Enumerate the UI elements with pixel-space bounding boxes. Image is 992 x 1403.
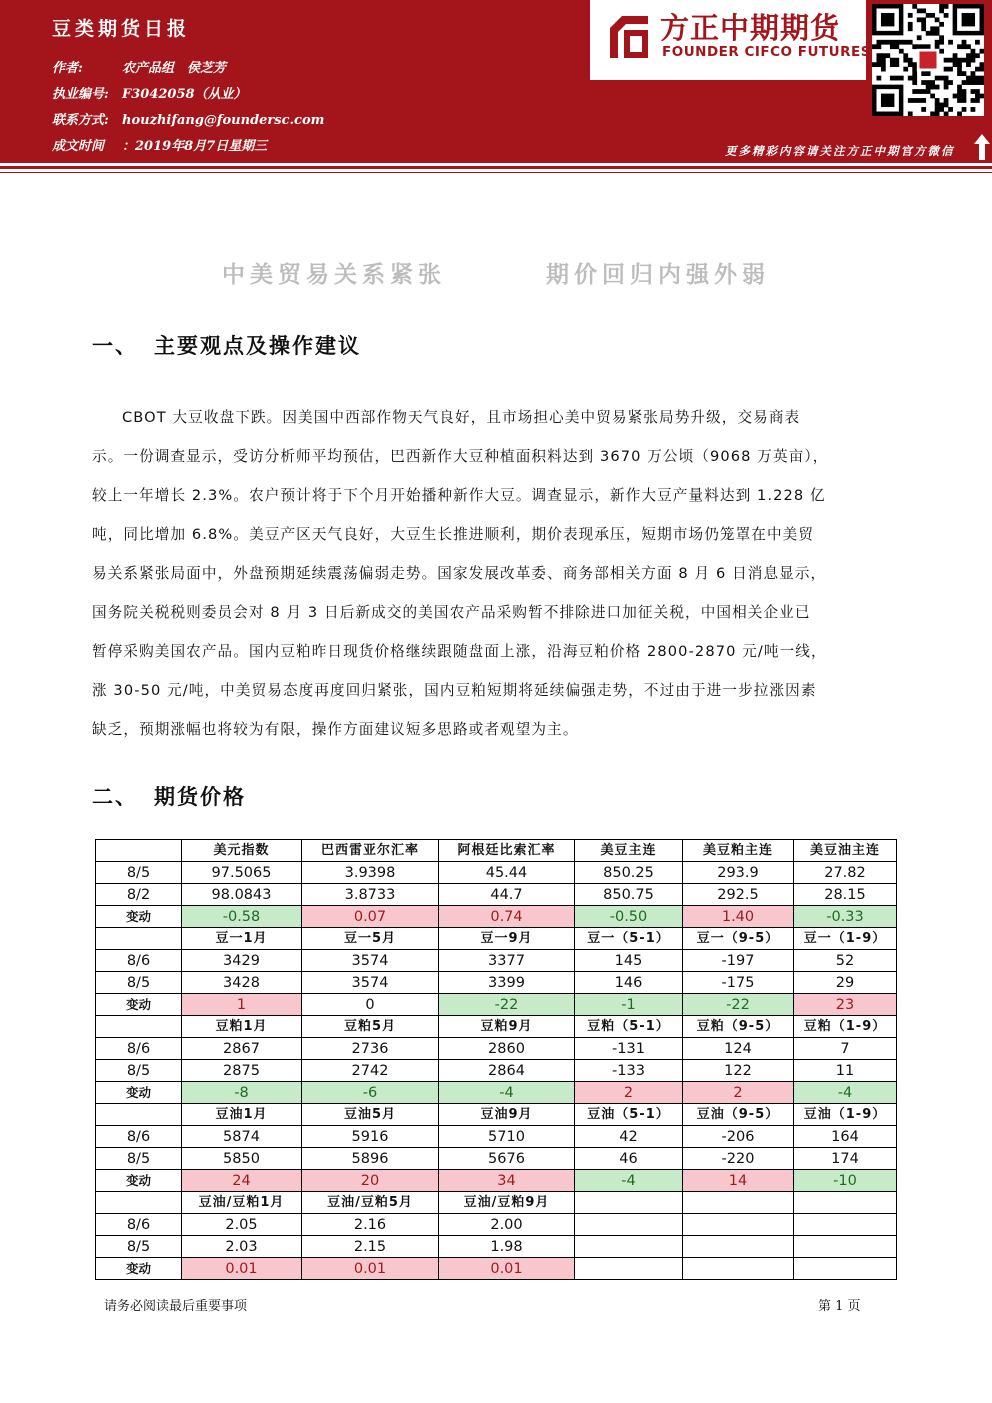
column-header: 豆一1月 [182,928,302,950]
table-row [96,1060,897,1082]
table-cell: 46 [575,1148,683,1170]
column-header: 阿根廷比索汇率 [439,840,575,862]
table-cell: 24 [182,1170,302,1192]
table-cell: 97.5065 [182,862,302,884]
contact-line [52,109,324,128]
table-cell: 2875 [182,1060,302,1082]
table-cell: 11 [794,1060,897,1082]
table-row [96,1236,897,1258]
table-cell [575,1236,683,1258]
table-cell: 1.40 [683,906,794,928]
column-header: 豆油/豆粕1月 [182,1192,302,1214]
table-cell: 5710 [439,1126,575,1148]
table-row [96,1148,897,1170]
paragraph-line: CBOT 大豆收盘下跌。因美国中西部作物天气良好，且市场担心美中贸易紧张局势升级，交易商表 [122,409,801,426]
table-cell: -175 [683,972,794,994]
column-header: 豆粕1月 [182,1016,302,1038]
table-cell: -6 [302,1082,439,1104]
table-cell: 28.15 [794,884,897,906]
table-cell: 29 [794,972,897,994]
logo-chinese-name: 方正中期期货 [660,11,841,45]
table-cell: 44.7 [439,884,575,906]
table-cell: 52 [794,950,897,972]
table-row [96,950,897,972]
table-cell: 3574 [302,950,439,972]
table-cell: -220 [683,1148,794,1170]
table-cell: 0.74 [439,906,575,928]
column-header: 豆粕9月 [439,1016,575,1038]
table-cell: -4 [439,1082,575,1104]
row-label: 变动 [96,1082,182,1104]
column-header: 巴西雷亚尔汇率 [302,840,439,862]
row-label: 8/6 [96,1038,182,1060]
column-header: 豆油（5-1） [575,1104,683,1126]
table-cell: 850.25 [575,862,683,884]
author-label: 作者: [52,61,83,76]
table-cell: 146 [575,972,683,994]
table-cell: 2 [683,1082,794,1104]
table-cell: -197 [683,950,794,972]
column-header [575,1192,683,1214]
author-value: 农产品组 侯芝芳 [122,61,227,76]
table-cell [794,1258,897,1280]
header-divider [0,166,992,169]
table-cell: -10 [794,1170,897,1192]
contact-value[interactable]: houzhifang@foundersc.com [122,113,325,128]
table-cell: 45.44 [439,862,575,884]
paragraph-line: 国务院关税税则委员会对 8 月 3 日后新成交的美国农产品采购暂不排除进口加征关税，中国相关企业已 [92,604,811,621]
table-cell: 174 [794,1148,897,1170]
table-change-row [96,906,897,928]
table-cell: 0.01 [182,1258,302,1280]
table-cell: 0 [302,994,439,1016]
row-label: 8/6 [96,1126,182,1148]
table-cell: 0.01 [302,1258,439,1280]
table-change-row [96,1170,897,1192]
header-divider-thin [0,172,992,173]
row-label: 变动 [96,994,182,1016]
license-label: 执业编号: [52,87,109,102]
title-part-2: 期价回归内强外弱 [546,261,770,288]
row-label: 变动 [96,1170,182,1192]
section-1-paragraph [92,398,888,749]
table-cell: 3429 [182,950,302,972]
table-row [96,1038,897,1060]
table-row [96,884,897,906]
table-cell: 14 [683,1170,794,1192]
table-cell: 3.8733 [302,884,439,906]
table-cell: -22 [683,994,794,1016]
table-cell: 164 [794,1126,897,1148]
column-header: 美豆粕主连 [683,840,794,862]
table-cell: 23 [794,994,897,1016]
column-header: 豆一9月 [439,928,575,950]
column-header: 美豆油主连 [794,840,897,862]
report-header [0,0,992,163]
document-title [0,256,992,289]
row-label: 变动 [96,1258,182,1280]
column-header: 豆粕（9-5） [683,1016,794,1038]
table-cell: 2.15 [302,1236,439,1258]
table-cell: -0.33 [794,906,897,928]
table-cell: -133 [575,1060,683,1082]
table-header-row [96,1104,897,1126]
table-cell: 5916 [302,1126,439,1148]
section-2-heading [92,781,246,811]
table-change-row [96,1258,897,1280]
column-header: 美豆主连 [575,840,683,862]
column-header: 豆一5月 [302,928,439,950]
table-change-row [96,994,897,1016]
paragraph-line: 吨，同比增加 6.8%。美豆产区天气良好，大豆生长推进顺利，期价表现承压，短期市场仍笼罩在中美贸 [92,526,815,543]
up-arrow-icon [974,134,990,160]
table-cell: 3377 [439,950,575,972]
table-cell: 20 [302,1170,439,1192]
row-label: 8/5 [96,862,182,884]
license-line [52,83,247,102]
paragraph-line: 缺乏，预期涨幅也将较为有限，操作方面建议短多思路或者观望为主。 [92,721,579,738]
column-header: 豆油（1-9） [794,1104,897,1126]
table-cell: 2.16 [302,1214,439,1236]
table-cell: 1.98 [439,1236,575,1258]
row-label: 8/5 [96,1236,182,1258]
paragraph-line: 较上一年增长 2.3%。农户预计将于下个月开始播种新作大豆。调查显示，新作大豆产量料达到 1.228 亿 [92,487,826,504]
founder-logo-icon [606,14,650,60]
table-cell: -131 [575,1038,683,1060]
table-cell: 27.82 [794,862,897,884]
table-cell: 850.75 [575,884,683,906]
table-cell: 2.00 [439,1214,575,1236]
paragraph-line: 易关系紧张局面中，外盘预期延续震荡偏弱走势。国家发展改革委、商务部相关方面 8 月 6 日消息显示， [92,565,827,582]
column-header [96,1104,182,1126]
column-header: 豆一（9-5） [683,928,794,950]
table-cell: 292.5 [683,884,794,906]
table-cell: 5896 [302,1148,439,1170]
row-label: 8/5 [96,972,182,994]
table-cell: 2.05 [182,1214,302,1236]
table-cell: -4 [575,1170,683,1192]
table-cell: 122 [683,1060,794,1082]
table-cell: -0.50 [575,906,683,928]
column-header: 豆油5月 [302,1104,439,1126]
author-line [52,57,226,76]
table-row [96,1214,897,1236]
wechat-notice: 更多精彩内容请关注方正中期官方微信 [725,144,955,158]
table-cell: 2867 [182,1038,302,1060]
column-header: 豆油9月 [439,1104,575,1126]
row-label: 8/6 [96,950,182,972]
column-header [683,1192,794,1214]
report-title: 豆类期货日报 [52,18,191,40]
column-header: 美元指数 [182,840,302,862]
column-header: 豆粕5月 [302,1016,439,1038]
date-line [52,135,267,154]
section-1-number: 一、 [92,333,138,358]
table-cell: -4 [794,1082,897,1104]
column-header: 豆粕（1-9） [794,1016,897,1038]
footer-disclaimer: 请务必阅读最后重要事项 [104,1299,248,1314]
table-row [96,1126,897,1148]
table-row [96,862,897,884]
table-cell: 1 [182,994,302,1016]
table-header-row [96,840,897,862]
license-value: F3042058（从业） [122,87,247,102]
row-label: 8/2 [96,884,182,906]
table-header-row [96,928,897,950]
table-cell: 2736 [302,1038,439,1060]
column-header: 豆油（9-5） [683,1104,794,1126]
table-cell: 0.07 [302,906,439,928]
column-header: 豆粕（5-1） [575,1016,683,1038]
section-2-title: 期货价格 [154,784,246,809]
page-number: 第 1 页 [818,1299,861,1314]
column-header [794,1192,897,1214]
column-header: 豆油/豆粕9月 [439,1192,575,1214]
table-row [96,972,897,994]
table-cell [683,1258,794,1280]
table-cell: 2.03 [182,1236,302,1258]
table-cell: -206 [683,1126,794,1148]
column-header [96,1192,182,1214]
company-logo [590,0,871,80]
table-cell: 5874 [182,1126,302,1148]
table-header-row [96,1192,897,1214]
column-header: 豆一（5-1） [575,928,683,950]
table-cell [683,1236,794,1258]
table-cell: 293.9 [683,862,794,884]
table-change-row [96,1082,897,1104]
column-header [96,840,182,862]
title-part-1: 中美贸易关系紧张 [222,261,446,288]
row-label: 变动 [96,906,182,928]
table-cell: -0.58 [182,906,302,928]
table-cell: 3399 [439,972,575,994]
qr-code-icon [872,4,984,116]
section-2-number: 二、 [92,784,138,809]
column-header: 豆油/豆粕5月 [302,1192,439,1214]
table-cell: 3428 [182,972,302,994]
table-cell: 5676 [439,1148,575,1170]
table-cell: 34 [439,1170,575,1192]
column-header [96,1016,182,1038]
table-cell [794,1236,897,1258]
table-cell: 2742 [302,1060,439,1082]
table-cell: 98.0843 [182,884,302,906]
logo-english-name: FOUNDER CIFCO FUTURES [662,44,871,60]
contact-label: 联系方式: [52,113,109,128]
table-cell: 2860 [439,1038,575,1060]
column-header: 豆一（1-9） [794,928,897,950]
date-label: 成文时间 [52,139,105,154]
row-label: 8/5 [96,1148,182,1170]
table-header-row [96,1016,897,1038]
table-cell: 7 [794,1038,897,1060]
table-cell: 3574 [302,972,439,994]
column-header: 豆油1月 [182,1104,302,1126]
table-cell: 3.9398 [302,862,439,884]
table-cell: -8 [182,1082,302,1104]
wechat-qr-code [872,4,984,116]
table-cell: 145 [575,950,683,972]
column-header [96,928,182,950]
table-cell: 0.01 [439,1258,575,1280]
paragraph-line: 示。一份调查显示，受访分析师平均预估，巴西新作大豆种植面积料达到 3670 万公顷（9068 万英亩）， [92,448,829,465]
table-cell: -1 [575,994,683,1016]
table-cell: 124 [683,1038,794,1060]
row-label: 8/6 [96,1214,182,1236]
section-1-heading [92,330,361,360]
date-value: ：2019年8月7日星期三 [122,139,268,154]
table-cell [794,1214,897,1236]
table-cell [575,1258,683,1280]
section-1-title: 主要观点及操作建议 [154,333,361,358]
table-cell [575,1214,683,1236]
table-cell: 5850 [182,1148,302,1170]
paragraph-line: 涨 30-50 元/吨，中美贸易态度再度回归紧张，国内豆粕短期将延续偏强走势，不过由于进一步拉涨因素 [92,682,817,699]
row-label: 8/5 [96,1060,182,1082]
table-cell: 2 [575,1082,683,1104]
paragraph-line: 暂停采购美国农产品。国内豆粕昨日现货价格继续跟随盘面上涨，沿海豆粕价格 2800-2870 元/吨一线， [92,643,827,660]
table-cell [683,1214,794,1236]
table-cell: 2864 [439,1060,575,1082]
table-cell: -22 [439,994,575,1016]
futures-price-table [95,839,897,1280]
table-cell: 42 [575,1126,683,1148]
